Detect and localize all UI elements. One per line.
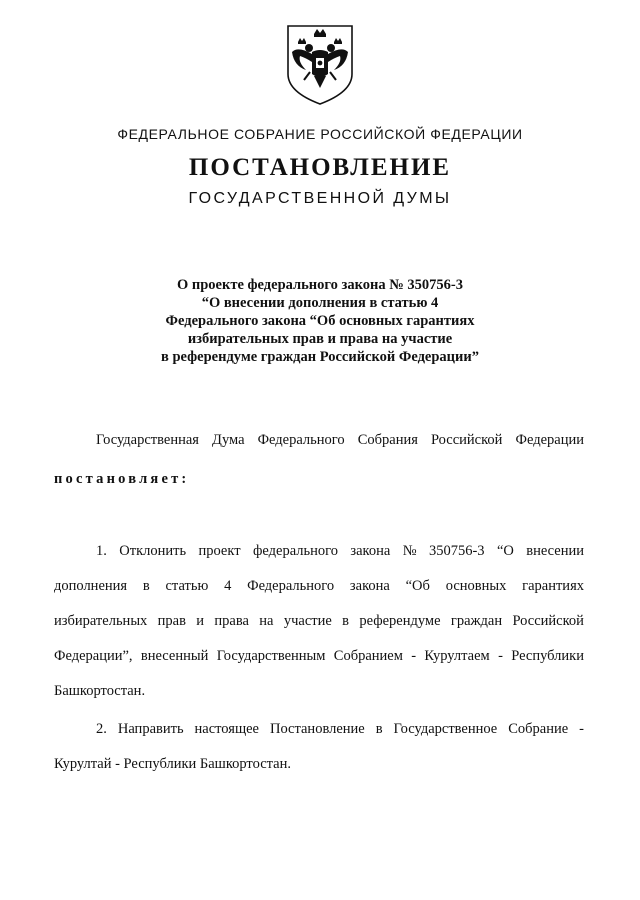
organization-name: ФЕДЕРАЛЬНОЕ СОБРАНИЕ РОССИЙСКОЙ ФЕДЕРАЦИИ bbox=[117, 126, 523, 142]
word: и bbox=[196, 613, 205, 629]
word: избирательных bbox=[54, 613, 148, 629]
item-1-line: Башкортостан. bbox=[54, 683, 146, 699]
subject-line: в референдуме граждан Российской Федерации” bbox=[160, 349, 480, 365]
item-1-line bbox=[54, 613, 584, 630]
word: Государственная bbox=[96, 432, 199, 448]
word: Собрание bbox=[508, 721, 569, 737]
document-type: ПОСТАНОВЛЕНИЕ bbox=[188, 154, 452, 181]
word: внесенный bbox=[140, 648, 209, 664]
word: Постановление bbox=[269, 721, 365, 737]
word: гарантиях bbox=[522, 578, 584, 594]
coat-of-arms-icon bbox=[284, 22, 356, 106]
word: Собрания bbox=[357, 432, 418, 448]
word: 1. bbox=[96, 543, 107, 559]
document-subject bbox=[0, 276, 640, 366]
word: Российской bbox=[430, 432, 503, 448]
subject-line: избирательных прав и права на участие bbox=[187, 331, 453, 347]
document-issuer: ГОСУДАРСТВЕННОЙ ДУМЫ bbox=[188, 190, 452, 207]
word: прав bbox=[157, 613, 186, 629]
word: Республики bbox=[511, 648, 584, 664]
word: проект bbox=[198, 543, 241, 559]
word: № bbox=[402, 543, 417, 559]
word: Государственным bbox=[216, 648, 326, 664]
word: участие bbox=[283, 613, 332, 629]
word: в bbox=[375, 721, 383, 737]
word: дополнения bbox=[54, 578, 128, 594]
word: Государственное bbox=[393, 721, 498, 737]
word: - bbox=[411, 648, 417, 664]
word: статью bbox=[165, 578, 209, 594]
item-1-line bbox=[96, 543, 584, 560]
word: - bbox=[579, 721, 584, 737]
item-2-line: Курултай - Республики Башкортостан. bbox=[54, 756, 291, 772]
word: 2. bbox=[96, 721, 107, 737]
word: в bbox=[142, 578, 150, 594]
word: внесении bbox=[526, 543, 584, 559]
word: настоящее bbox=[194, 721, 259, 737]
subject-line: “О внесении дополнения в статью 4 bbox=[201, 295, 439, 311]
word: Курултаем bbox=[424, 648, 490, 664]
word: Федерации”, bbox=[54, 648, 133, 664]
item-2-line bbox=[96, 721, 584, 738]
item-1-line bbox=[54, 578, 584, 595]
word: права bbox=[214, 613, 249, 629]
word: закона bbox=[350, 543, 391, 559]
item-1-line bbox=[54, 648, 584, 665]
resolves-word: постановляет: bbox=[54, 471, 190, 487]
word: Федерации bbox=[515, 432, 584, 448]
word: Направить bbox=[117, 721, 184, 737]
word: Отклонить bbox=[119, 543, 187, 559]
word: - bbox=[498, 648, 503, 664]
word: Российской bbox=[512, 613, 584, 629]
preamble-line bbox=[96, 432, 584, 449]
subject-line: Федерального закона “Об основных гарантиях bbox=[165, 313, 475, 329]
word: на bbox=[259, 613, 274, 629]
word: основных bbox=[445, 578, 507, 594]
word: Федерального bbox=[247, 578, 335, 594]
word: Федерального bbox=[257, 432, 345, 448]
word: референдуме bbox=[359, 613, 441, 629]
word: Дума bbox=[212, 432, 245, 448]
subject-line: О проекте федерального закона № 350756-3 bbox=[176, 277, 464, 293]
word: в bbox=[342, 613, 349, 629]
word: 350756-3 bbox=[428, 543, 485, 559]
word: федерального bbox=[252, 543, 338, 559]
word: “Об bbox=[405, 578, 430, 594]
word: “О bbox=[496, 543, 514, 559]
word: граждан bbox=[450, 613, 503, 629]
word: Собранием bbox=[333, 648, 403, 664]
word: закона bbox=[349, 578, 390, 594]
word: 4 bbox=[224, 578, 232, 594]
